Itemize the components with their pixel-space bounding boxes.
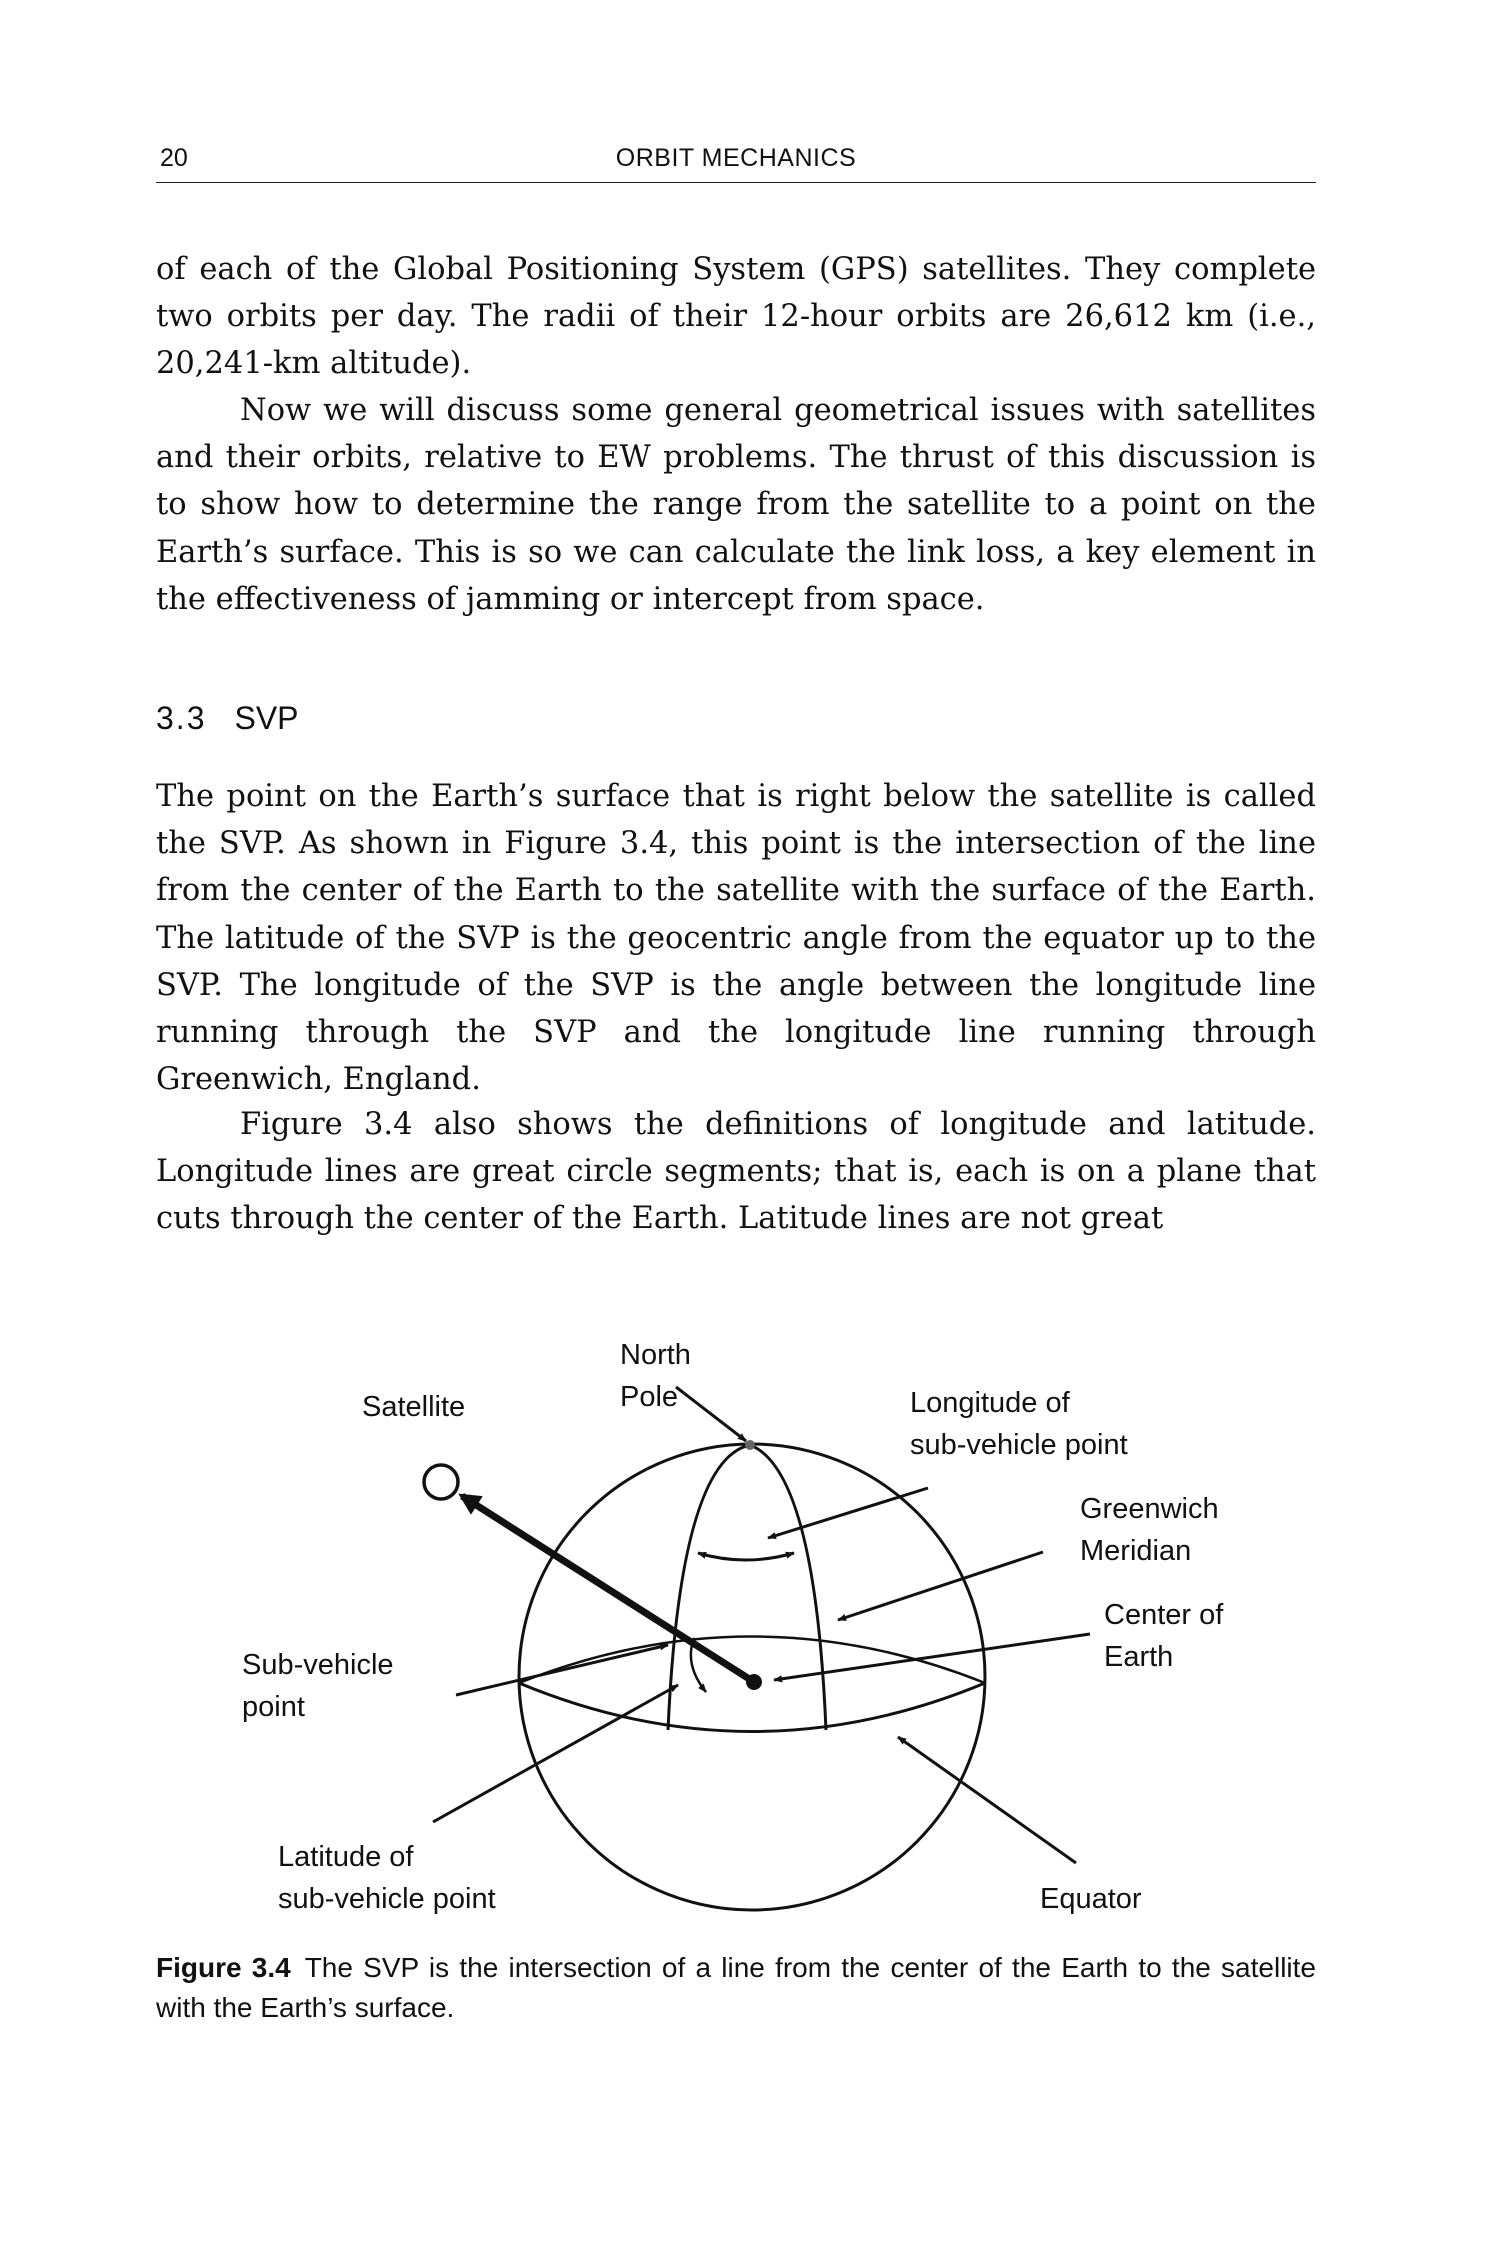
greenwich-leader bbox=[838, 1552, 1043, 1620]
page-number: 20 bbox=[160, 144, 188, 172]
equator-front bbox=[519, 1683, 985, 1732]
longitude-angle-arc bbox=[698, 1553, 794, 1560]
label-sub-vehicle: Sub-vehicle point bbox=[242, 1649, 394, 1723]
figure-caption bbox=[156, 1948, 1316, 2028]
paragraph-longitude-latitude: Figure 3.4 also shows the definitions of longitude and latitude. Longitude lines are great circle segments; that is, each is on a plane that cuts through the center of the Earth. Latitude lines are not great bbox=[156, 1107, 1316, 1237]
label-latitude-svp: Latitude of sub-vehicle point bbox=[278, 1841, 496, 1915]
page-header bbox=[156, 138, 1316, 183]
paragraph-svp-definition: The point on the Earth’s surface that is right below the satellite is called the SVP. As shown in Figure 3.4, this point is the intersection of the line from the center of the Earth to the satellite with the surface of the Earth. The latitude of the SVP is the geocentric angle from the equator up to the SVP. The longitude of the SVP is the angle between the longitude line running through the SVP and the longitude line running through Greenwich, England. bbox=[156, 779, 1316, 1098]
label-longitude-svp: Longitude of sub-vehicle point bbox=[910, 1387, 1128, 1461]
label-satellite: Satellite bbox=[362, 1391, 466, 1423]
label-greenwich: Greenwich Meridian bbox=[1080, 1493, 1219, 1567]
section-heading bbox=[156, 700, 299, 737]
label-center-earth: Center of Earth bbox=[1104, 1599, 1224, 1673]
equator-leader bbox=[898, 1737, 1076, 1863]
caption-label: Figure 3.4 bbox=[156, 1952, 291, 1983]
svp-meridian bbox=[668, 1445, 750, 1730]
satellite-icon bbox=[424, 1465, 458, 1499]
sub-vehicle-leader bbox=[456, 1645, 668, 1695]
section-title: SVP bbox=[234, 700, 299, 736]
paragraph-continued: of each of the Global Positioning System (GPS) satellites. They complete two orbits per day. The radii of their 12-hour orbits are 26,612 km (i.e., 20,241-km altitude). bbox=[156, 252, 1316, 382]
north-pole-dot bbox=[745, 1440, 755, 1450]
svp-diagram bbox=[0, 1320, 1500, 1920]
label-equator: Equator bbox=[1040, 1883, 1142, 1915]
section-number: 3.3 bbox=[156, 700, 207, 736]
paragraph-geometry: Now we will discuss some general geometrical issues with satellites and their orbits, relative to EW problems. The thrust of this discussion is to show how to determine the range from the satellite to a point on the Earth’s surface. This is so we can calculate the link loss, a key element in the effectiveness of jamming or intercept from space. bbox=[156, 393, 1316, 617]
figure-3-4 bbox=[0, 1320, 1500, 1920]
greenwich-meridian bbox=[750, 1445, 826, 1730]
caption-text: The SVP is the intersection of a line from the center of the Earth to the satellite with the Earth’s surface. bbox=[156, 1952, 1316, 2023]
label-north-pole: North Pole bbox=[620, 1339, 691, 1413]
running-head: ORBIT MECHANICS bbox=[615, 144, 857, 172]
